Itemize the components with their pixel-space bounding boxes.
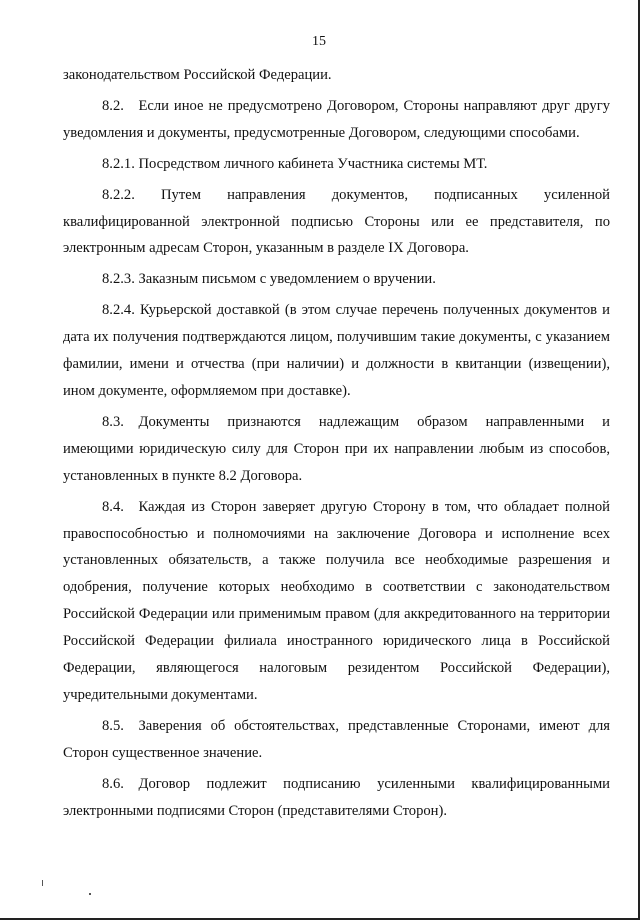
paragraph-8-2-2: 8.2.2. Путем направления документов, подписанных усиленной квалифицированной электронной подписью Стороны или ее представителя, по электронным адресам Сторон, указанным в разделе IX Договора. bbox=[63, 186, 610, 257]
paragraph-8-2-4: 8.2.4. Курьерской доставкой (в этом случае перечень полученных документов и дата их получения подтверждаются лицом, получившим такие документы, с указанием фамилии, имени и отчества (при наличии) и должности в квитанции (извещении), ином документе, оформляемом при доставке). bbox=[63, 302, 610, 399]
document-body bbox=[63, 62, 610, 828]
paragraph-continuation: законодательством Российской Федерации. bbox=[63, 67, 332, 83]
page-number: 15 bbox=[312, 34, 326, 49]
paragraph-8-2-3: 8.2.3. Заказным письмом с уведомлением о вручении. bbox=[102, 271, 436, 288]
paragraph-8-4: 8.4. Каждая из Сторон заверяет другую Сторону в том, что обладает полной правоспособностью и полномочиями на заключение Договора и исполнение всех установленных обязательств, а также получила все необходимые разрешения и одобрения, получение которых необходимо в соответствии с законодательством Российской Федерации или применимым правом (для аккредитованного на территории Российской Федерации филиала иностранного юридического лица в Российской Федерации, являющегося налоговым резидентом Российской Федерации), учредительными документами. bbox=[63, 498, 610, 703]
paragraph-8-3: 8.3. Документы признаются надлежащим образом направленными и имеющими юридическую силу для Сторон при их направлении любым из способов, установленных в пункте 8.2 Договора. bbox=[63, 413, 610, 484]
paragraph-8-2-1: 8.2.1. Посредством личного кабинета Участника системы МТ. bbox=[102, 155, 488, 172]
paragraph-8-6: 8.6. Договор подлежит подписанию усиленными квалифицированными электронными подписями Сторон (представителями Сторон). bbox=[63, 775, 610, 819]
scan-artifact bbox=[42, 880, 43, 886]
paragraph-8-2: 8.2. Если иное не предусмотрено Договором, Стороны направляют друг другу уведомления и документы, предусмотренные Договором, следующими способами. bbox=[63, 97, 610, 141]
paragraph-8-5: 8.5. Заверения об обстоятельствах, представленные Сторонами, имеют для Сторон существенное значение. bbox=[63, 717, 610, 761]
scan-artifact bbox=[89, 893, 91, 895]
